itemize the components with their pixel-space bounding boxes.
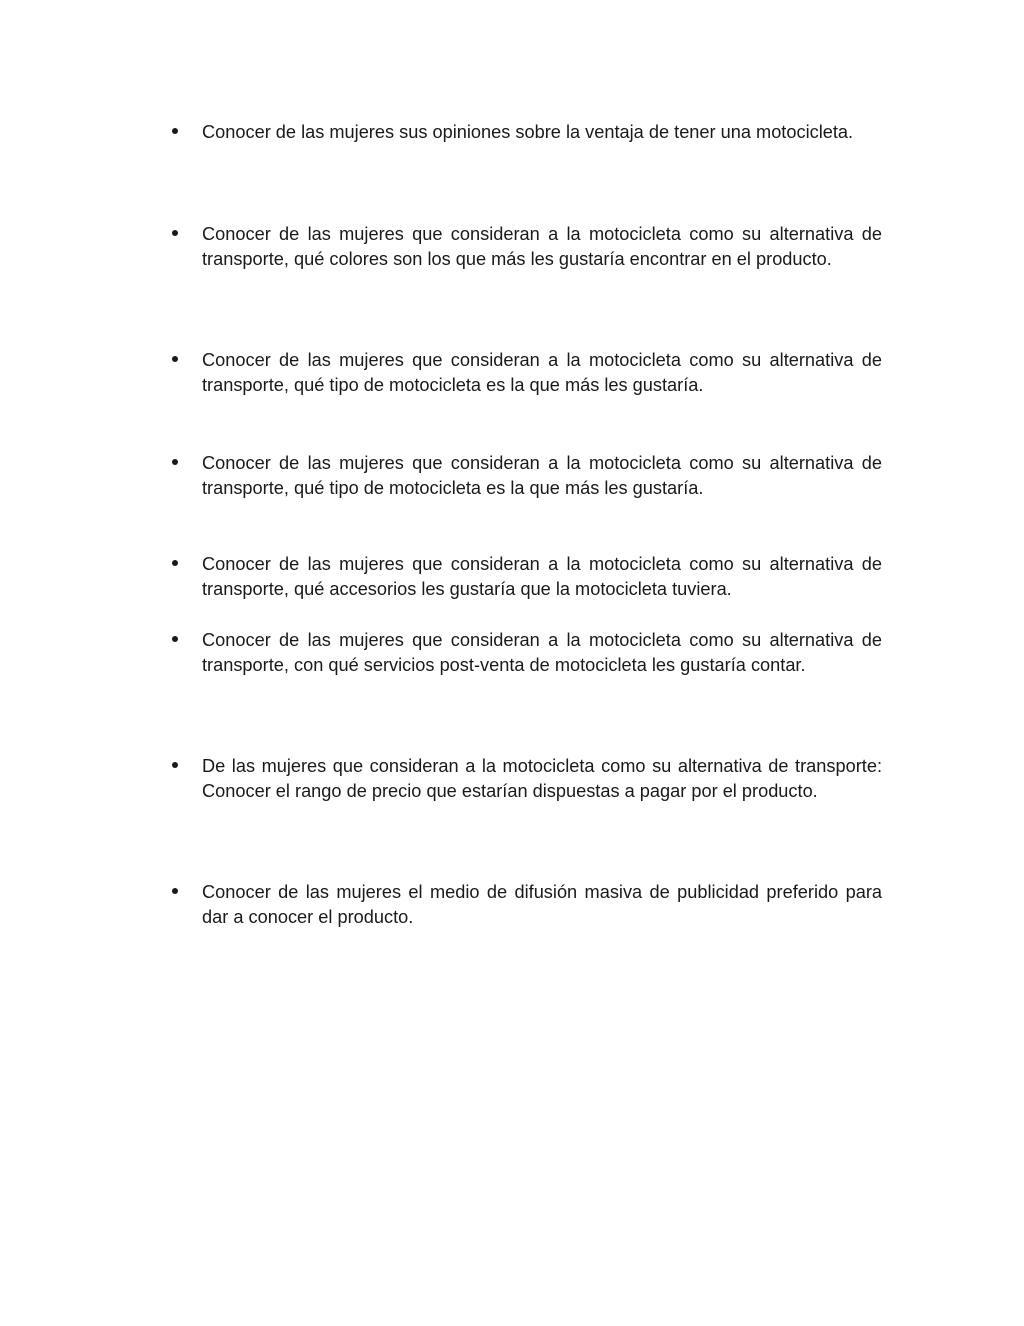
list-item [168,628,882,678]
list-item-text: Conocer de las mujeres que consideran a la motocicleta como su alternativa de transporte, qué tipo de motocicleta es la que más les gustaría. [202,350,882,396]
list-item [168,754,882,804]
list-item-text: Conocer de las mujeres que consideran a la motocicleta como su alternativa de transporte, qué tipo de motocicleta es la que más les gustaría. [202,453,882,499]
list-item-text: De las mujeres que consideran a la motocicleta como su alternativa de transporte: Conocer el rango de precio que estarían dispuestas a pagar por el producto. [202,756,882,802]
list-item-text: Conocer de las mujeres que consideran a la motocicleta como su alternativa de transporte, con qué servicios post-venta de motocicleta les gustaría contar. [202,630,882,676]
bullet-icon [168,348,202,373]
list-item [168,348,882,398]
bullet-icon [168,451,202,476]
list-item-text: Conocer de las mujeres el medio de difusión masiva de publicidad preferido para dar a conocer el producto. [202,882,882,928]
list-item-text: Conocer de las mujeres sus opiniones sobre la ventaja de tener una motocicleta. [202,122,854,142]
bullet-icon [168,754,202,779]
list-item-text: Conocer de las mujeres que consideran a la motocicleta como su alternativa de transporte, qué colores son los que más les gustaría encontrar en el producto. [202,224,882,270]
bullet-icon [168,222,202,247]
bullet-icon [168,880,202,905]
list-item [168,880,882,930]
list-item [168,120,882,145]
list-item [168,552,882,602]
list-item-text: Conocer de las mujeres que consideran a la motocicleta como su alternativa de transporte, qué accesorios les gustaría que la motocicleta tuviera. [202,554,882,600]
list-item [168,222,882,272]
bullet-icon [168,120,202,145]
list-item [168,451,882,501]
bullet-icon [168,552,202,577]
bullet-icon [168,628,202,653]
